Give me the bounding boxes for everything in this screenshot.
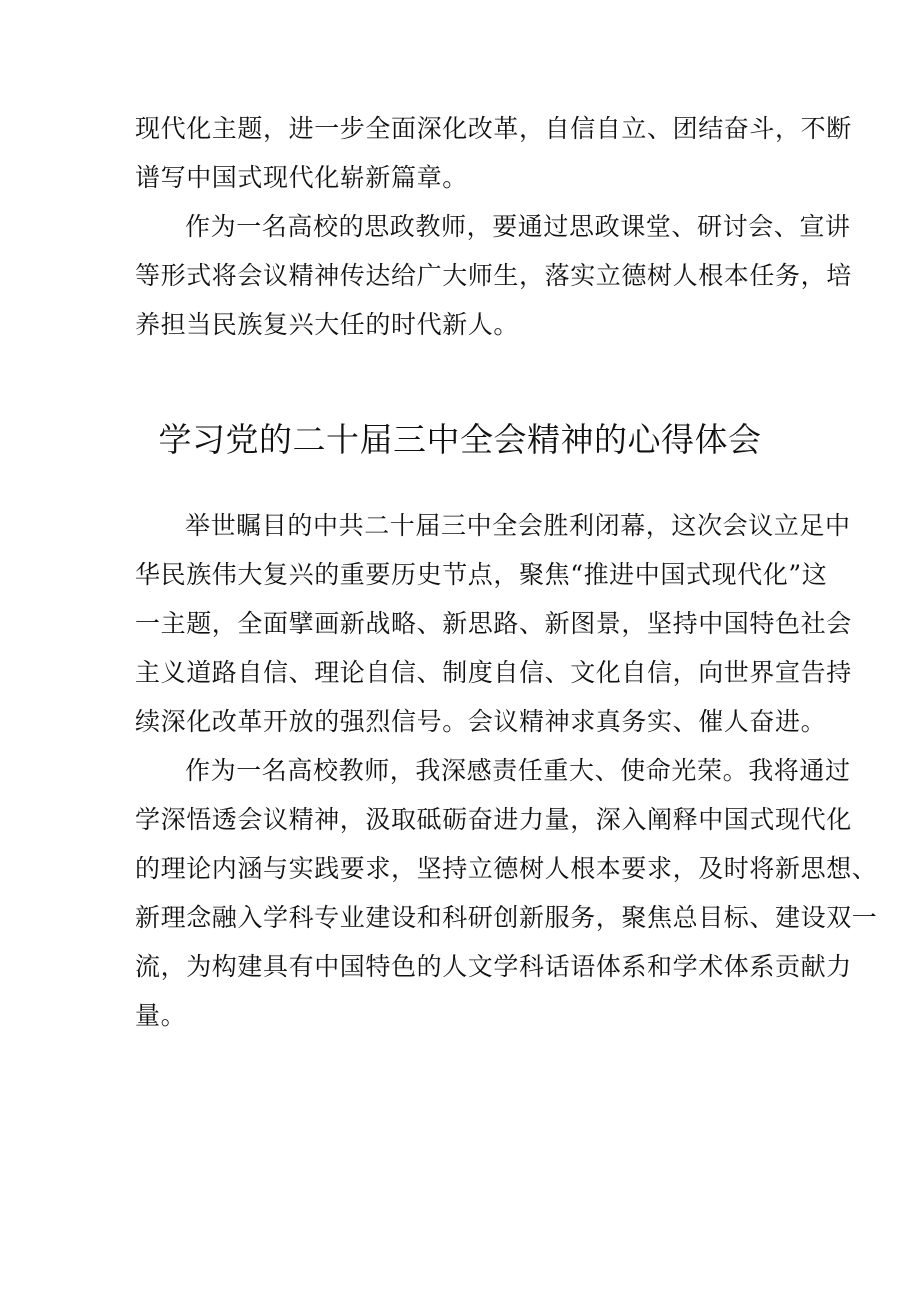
prev-para2-line-2: 等形式将会议精神传达给广大师生，落实立德树人根本任务，培 [135,261,852,290]
para2-line-4: 新理念融入学科专业建设和科研创新服务，聚焦总目标、建设双一 [135,903,878,932]
prev-para2-line-3: 养担当民族复兴大任的时代新人。 [135,310,520,339]
para2-line-6: 量。 [135,1001,187,1030]
para2-line-2: 学深悟透会议精神，汲取砥砺奋进力量，深入阐释中国式现代化 [135,805,852,834]
para1-line-5: 续深化改革开放的强烈信号。会议精神求真务实、催人奋进。 [135,707,827,736]
section-title: 学习党的二十届三中全会精神的心得体会 [158,420,762,459]
para1-line-4: 主义道路自信、理论自信、制度自信、文化自信，向世界宣告持 [135,658,852,687]
prev-para2-line-1: 作为一名高校的思政教师，要通过思政课堂、研讨会、宣讲 [185,212,851,241]
para1-line-1: 举世瞩目的中共二十届三中全会胜利闭幕，这次会议立足中 [185,511,851,540]
prev-para1-line-1: 现代化主题，进一步全面深化改革，自信自立、团结奋斗，不断 [135,114,852,143]
para2-line-1: 作为一名高校教师，我深感责任重大、使命光荣。我将通过 [185,756,851,785]
para1-line-3: 一主题，全面擘画新战略、新思路、新图景，坚持中国特色社会 [135,609,852,638]
para2-line-5: 流，为构建具有中国特色的人文学科话语体系和学术体系贡献力 [135,952,852,981]
prev-para1-line-2: 谱写中国式现代化崭新篇章。 [135,163,468,192]
para1-line-2: 华民族伟大复兴的重要历史节点，聚焦“推进中国式现代化”这 [135,560,828,589]
para2-line-3: 的理论内涵与实践要求，坚持立德树人根本要求，及时将新思想、 [135,854,878,883]
